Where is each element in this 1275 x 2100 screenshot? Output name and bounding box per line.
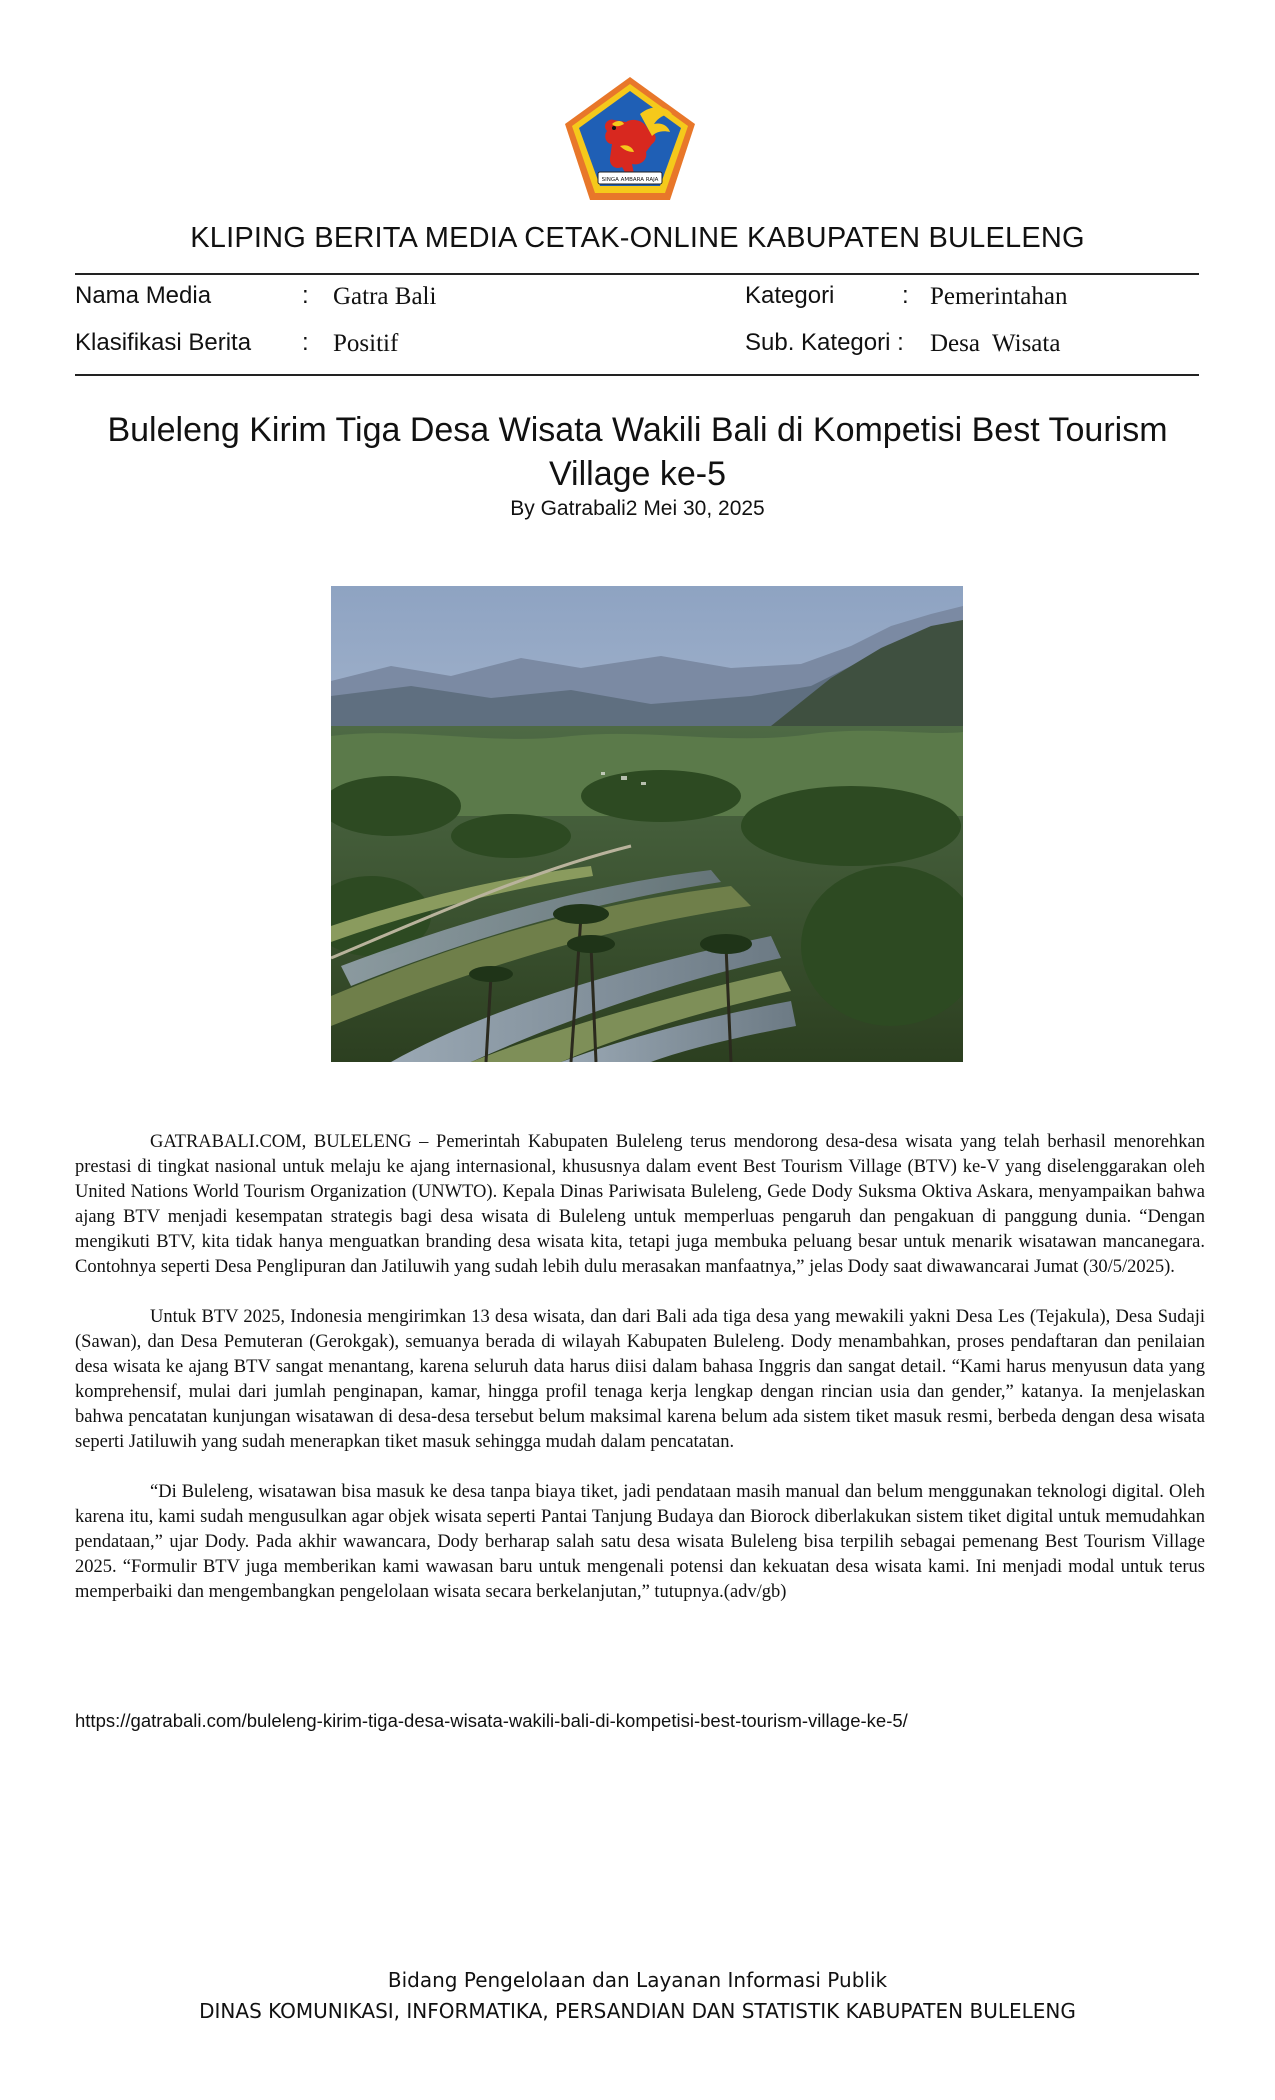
article-body xyxy=(75,1130,1205,1630)
article-paragraph: GATRABALI.COM, BULELENG – Pemerintah Kabupaten Buleleng terus mendorong desa-desa wisata yang telah berhasil menorehkan prestasi di tingkat nasional untuk melaju ke ajang internasional, khususnya dalam event Best Tourism Village (BTV) ke-V yang diselenggarakan oleh United Nations World Tourism Organization (UNWTO). Kepala Dinas Pariwisata Buleleng, Gede Dody Suksma Oktiva Askara, menyampaikan bahwa ajang BTV menjadi kesempatan strategis bagi desa wisata di Buleleng untuk memperluas pengaruh dan pengakuan di panggung dunia. “Dengan mengikuti BTV, kita tidak hanya menguatkan branding desa wisata kita, tetapi juga membuka peluang besar untuk menarik wisatawan mancanegara. Contohnya seperti Desa Penglipuran dan Jatiluwih yang sudah lebih dulu merasakan manfaatnya,” jelas Dody saat diwawancarai Jumat (30/5/2025). xyxy=(75,1132,1205,1277)
article-headline: Buleleng Kirim Tiga Desa Wisata Wakili Bali di Kompetisi Best Tourism Village ke-5 xyxy=(107,411,1168,493)
bottom-rule xyxy=(75,374,1199,376)
kliping-title: KLIPING BERITA MEDIA CETAK-ONLINE KABUPATEN BULELENG xyxy=(190,222,1085,254)
crest-motto: SINGA AMBARA RAJA xyxy=(601,177,659,183)
media-colon: : xyxy=(302,282,309,309)
media-label: Nama Media xyxy=(75,282,212,309)
subcategory-label: Sub. Kategori : xyxy=(745,329,904,356)
classification-colon: : xyxy=(302,329,309,356)
subcategory-value: Desa Wisata xyxy=(930,330,1061,357)
source-url[interactable]: https://gatrabali.com/buleleng-kirim-tiga-desa-wisata-wakili-bali-di-kompetisi-best-tourism-village-ke-5/ xyxy=(75,1710,908,1731)
category-colon: : xyxy=(902,282,909,309)
category-value: Pemerintahan xyxy=(930,283,1068,310)
article-paragraph: Untuk BTV 2025, Indonesia mengirimkan 13 desa wisata, dan dari Bali ada tiga desa yang mewakili yakni Desa Les (Tejakula), Desa Sudaji (Sawan), dan Desa Pemuteran (Gerokgak), semuanya berada di wilayah Kabupaten Buleleng. Dody menambahkan, proses pendaftaran dan penilaian desa wisata ke ajang BTV sangat menantang, karena seluruh data harus diisi dalam bahasa Inggris dan sangat detail. “Kami harus menyusun data yang komprehensif, mulai dari jumlah penginapan, kamar, hingga profil tenaga kerja lengkap dengan rincian usia dan gender,” katanya. Ia menjelaskan bahwa pencatatan kunjungan wisatawan di desa-desa tersebut belum maksimal karena belum ada sistem tiket masuk resmi, berbeda dengan desa wisata seperti Jatiluwih yang sudah menerapkan tiket masuk sehingga mudah dalam pencatatan. xyxy=(75,1307,1205,1452)
category-label: Kategori xyxy=(745,282,835,309)
footer-agency: DINAS KOMUNIKASI, INFORMATIKA, PERSANDIAN DAN STATISTIK KABUPATEN BULELENG xyxy=(199,1999,1076,2023)
buleleng-regency-crest-icon xyxy=(562,74,698,204)
media-value: Gatra Bali xyxy=(333,283,437,310)
classification-value: Positif xyxy=(333,330,399,357)
article-byline: By Gatrabali2 Mei 30, 2025 xyxy=(510,497,765,520)
rice-terrace-landscape-photo xyxy=(331,586,963,1062)
top-rule xyxy=(75,273,1199,275)
classification-label: Klasifikasi Berita xyxy=(75,329,252,356)
footer-division: Bidang Pengelolaan dan Layanan Informasi Publik xyxy=(387,1968,888,1992)
article-paragraph: “Di Buleleng, wisatawan bisa masuk ke desa tanpa biaya tiket, jadi pendataan masih manual dan belum menggunakan teknologi digital. Oleh karena itu, kami sudah mengusulkan agar objek wisata seperti Pantai Tanjung Budaya dan Biorock diberlakukan sistem tiket digital untuk memudahkan pendataan,” ujar Dody. Pada akhir wawancara, Dody berharap salah satu desa wisata Buleleng bisa terpilih sebagai pemenang Best Tourism Village 2025. “Formulir BTV juga memberikan kami wawasan baru untuk mengenali potensi dan kekuatan desa wisata kami. Ini menjadi modal untuk terus memperbaiki dan mengembangkan pengelolaan wisata secara berkelanjutan,” tutupnya.(adv/gb) xyxy=(75,1482,1205,1602)
